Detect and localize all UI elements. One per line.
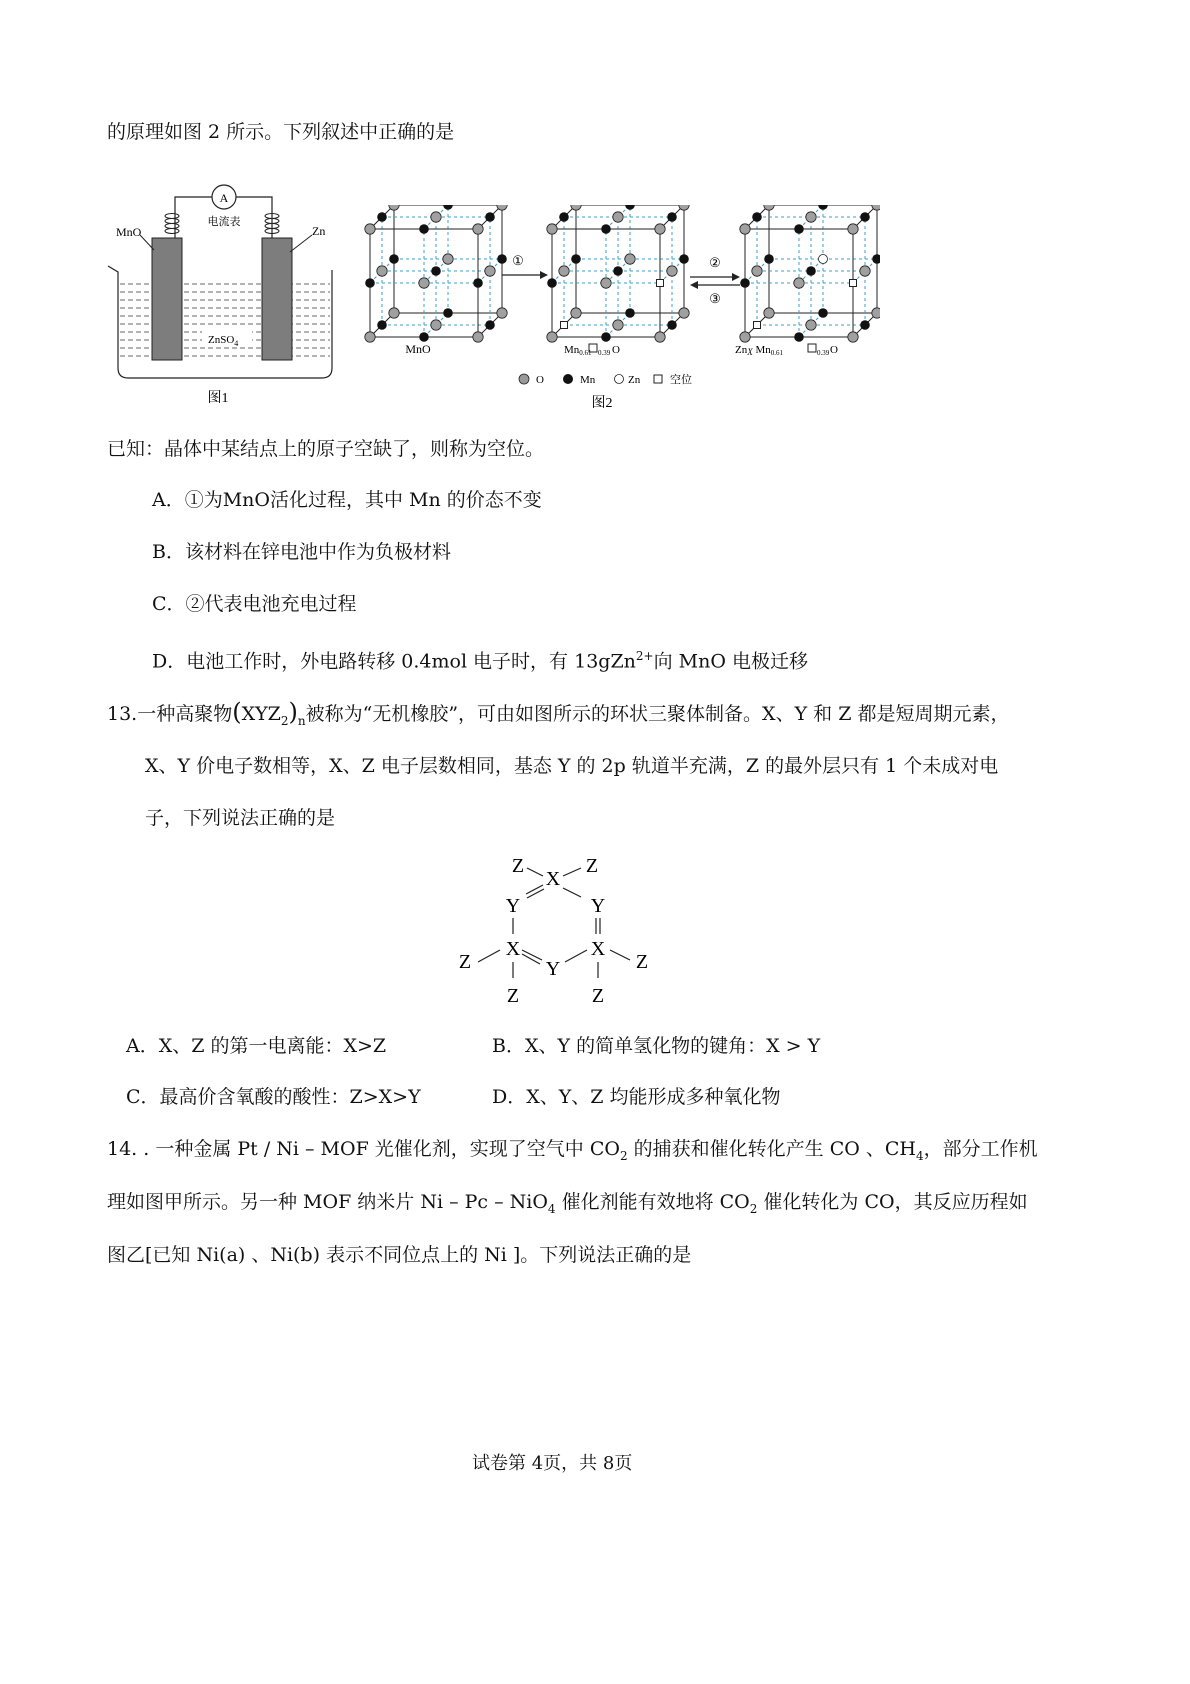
q13-line-2: X、Y 价电子数相等，X、Z 电子层数相同，基态 Y 的 2p 轨道半充满，Z 的最外层只有 1 个未成对电: [145, 755, 999, 777]
atom-z-bottom-left: Z: [506, 985, 520, 1007]
step-1-label: ①: [512, 253, 524, 268]
svg-text:O: O: [612, 344, 620, 356]
ammeter-letter: A: [219, 191, 229, 205]
q12-option-c: C．②代表电池充电过程: [152, 593, 357, 615]
mno-label: MnO: [405, 342, 431, 356]
atom-z-left: Z: [458, 951, 472, 973]
figure-2-crystals: [360, 205, 880, 415]
svg-text:0.39: 0.39: [817, 349, 830, 357]
q14-line-1: 14. . 一种金属 Pt / Ni – MOF 光催化剂，实现了空气中 $CO_2$ 的捕获和催化转化产生 CO 、$CH_4$，部分工作机: [107, 1138, 1038, 1163]
q13-option-b: B．X、Y 的简单氢化物的键角：X > Y: [492, 1035, 821, 1057]
ammeter-label: 电流表: [207, 216, 241, 228]
atom-z-top-left: Z: [511, 855, 525, 877]
figure-1-cell: [100, 180, 345, 410]
atom-x-top: X: [545, 868, 561, 890]
left-electrode-label: MnO: [116, 225, 142, 239]
atom-x-right: X: [590, 938, 606, 960]
step-2-label: ②: [709, 255, 721, 270]
q13-line-1: 13.一种高聚物$(XYZ_2)_n$被称为“无机橡胶”，可由如图所示的环状三聚体制备。X、Y 和 Z 都是短周期元素，: [107, 698, 1010, 728]
q12-option-a: A．①为MnO活化过程，其中 Mn 的价态不变: [152, 489, 542, 511]
atom-y-right: Y: [590, 895, 606, 917]
q13-option-c: C．最高价含氧酸的酸性：Z>X>Y: [126, 1086, 421, 1108]
q12-option-b: B．该材料在锌电池中作为负极材料: [152, 541, 451, 563]
svg-text:0.39: 0.39: [598, 349, 611, 357]
q13-option-a: A．X、Z 的第一电离能：X>Z: [126, 1035, 387, 1057]
q13-option-d: D．X、Y、Z 均能形成多种氧化物: [492, 1086, 781, 1108]
svg-text:ZnX Mn0.61: ZnX Mn0.61: [735, 344, 784, 357]
svg-text:Mn0.61: Mn0.61: [564, 344, 592, 357]
atom-z-bottom-right: Z: [591, 985, 605, 1007]
legend-mn: Mn: [580, 374, 596, 386]
atom-y-bottom: Y: [545, 958, 561, 980]
page-footer: 试卷第 4页，共 8页: [472, 1453, 633, 1474]
intro-line: 的原理如图 2 所示。下列叙述中正确的是: [107, 121, 455, 143]
step-3-label: ③: [709, 291, 721, 306]
q14-line-2: 理如图甲所示。另一种 MOF 纳米片 Ni – Pc – NiO$_4$ 催化剂能有效地将 $CO_2$ 催化转化为 CO，其反应历程如: [107, 1191, 1028, 1216]
svg-text:O: O: [830, 344, 838, 356]
figure-2-caption: 图2: [591, 396, 613, 411]
right-electrode-label: Zn: [312, 224, 326, 238]
trimer-structure: [450, 850, 660, 1010]
q14-line-3: 图乙[已知 Ni(a) 、Ni(b) 表示不同位点上的 Ni ]。下列说法正确的是: [107, 1244, 692, 1266]
legend-vacancy: 空位: [670, 374, 692, 386]
figure-1-caption: 图1: [207, 391, 229, 406]
known-note: 已知：晶体中某结点上的原子空缺了，则称为空位。: [107, 438, 545, 460]
atom-z-right: Z: [635, 951, 649, 973]
atom-x-left: X: [505, 938, 521, 960]
q13-line-3: 子，下列说法正确的是: [145, 807, 336, 829]
atom-y-left: Y: [505, 895, 521, 917]
electrolyte-label: ZnSO: [208, 334, 235, 346]
legend-zn: Zn: [628, 374, 641, 386]
svg-text:ZnSO4: ZnSO$_4$: [208, 334, 239, 348]
atom-z-top-right: Z: [585, 855, 599, 877]
q12-option-d: D．电池工作时，外电路转移 0.4mol 电子时，有 13gZn$^{2+}$向 MnO 电极迁移: [152, 649, 808, 673]
legend-o: O: [536, 374, 544, 386]
